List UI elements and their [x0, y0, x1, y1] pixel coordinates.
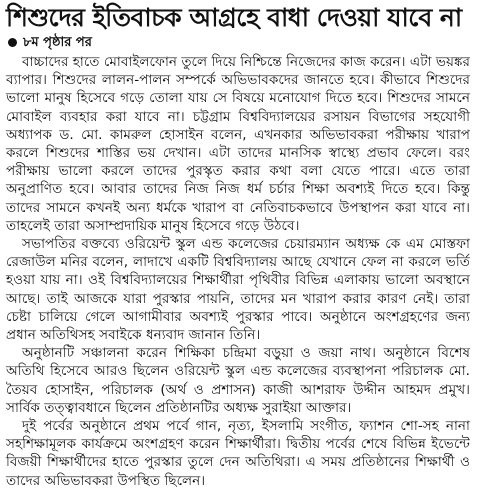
article-paragraph: সভাপতির বক্তব্যে ওরিয়েন্ট স্কুল এন্ড কলেজের চেয়ারম্যান অধ্যক্ষ কে এম মোস্তফা রেজাউল মনির বলেন, লাদাখে একটি বিশ্ববিদ্যালয় আছে যেখানে ফেল না করলে ভর্তি হওয়া যায় না। ওই বিশ্ববিদ্যালয়ের শিক্ষার্থীরা পৃথিবীর বিভিন্ন এলাকায় ভালো অবস্থানে আছে। তাই আজকে যারা পুরস্কার পায়নি, তাদের মন খারাপ করার কারণ নেই। তারা চেষ্টা চালিয়ে গেলে আগামীবার অবশ্যই পুরস্কার পাবে। অনুষ্ঠানে অংশগ্রহণের জন্য প্রধান অতিথিসহ সবাইকে ধন্যবাদ জানান তিনি। [6, 236, 470, 344]
article-paragraph: অনুষ্ঠানটি সঞ্চালনা করেন শিক্ষিকা চন্দ্রিমা বড়ুয়া ও জয়া নাথ। অনুষ্ঠানে বিশেষ অতিথি হিসেবে আরও ছিলেন ওরিয়েন্ট স্কুল এন্ড কলেজের ব্যবস্থাপনা পরিচালক মো. তৈয়ব হোসাইন, পরিচালক (অর্থ ও প্রশাসন) কাজী আশরাফ উদ্দীন আহমদ প্রমুখ। সার্বিক তত্ত্বাবধানে ছিলেন প্রতিষ্ঠানটির অধ্যক্ষ সুরাইয়া আক্তার। [6, 345, 470, 416]
article-paragraph: দুই পর্বের অনুষ্ঠানে প্রথম পর্বে গান, নৃত্য, ইসলামি সংগীত, ফ্যাশন শো-সহ নানা সহশিক্ষামূলক কার্যক্রমে অংশগ্রহণ করেন শিক্ষার্থীরা। দ্বিতীয় পর্বের শেষে বিভিন্ন ইভেন্টে বিজয়ী শিক্ষার্থীদের হাতে পুরস্কার তুলে দেন অতিথিরা। এ সময় প্রতিষ্ঠানের শিক্ষার্থী ও তাদের অভিভাবকরা উপস্থিত ছিলেন। [6, 418, 470, 489]
continued-from-line [8, 34, 470, 51]
article-body [6, 53, 470, 490]
article-headline: শিশুদের ইতিবাচক আগ্রহে বাধা দেওয়া যাবে না [6, 3, 462, 32]
bullet-icon [8, 38, 17, 47]
continued-from-label: ৮ম পৃষ্ঠার পর [23, 35, 92, 50]
article-paragraph: বাচ্চাদের হাতে মোবাইলফোন তুলে দিয়ে নিশ্চিন্তে নিজেদের কাজ করেন। এটা ভয়ঙ্কর ব্যাপার। শিশুদের লালন-পালন সম্পর্কে অভিভাবকদের জানতে হবে। কীভাবে শিশুদের ভালো মানুষ হিসেবে গড়ে তোলা যায় সে বিষয়ে মনোযোগ দিতে হবে। শিশুদের সামনে মোবাইল ব্যবহার করা যাবে না। চট্টগ্রাম বিশ্ববিদ্যালয়ের রসায়ন বিভাগের সহযোগী অধ্যাপক ড. মো. কামরুল হোসাইন বলেন, এখনকার অভিভাবকরা পরীক্ষায় খারাপ করলে শিশুদের শাস্তির ভয় দেখান। এটা তাদের মানসিক স্বাস্থ্যে প্রভাব ফেলে। বরং পরীক্ষায় ভালো করলে তাদের পুরস্কৃত করার কথা বলা যেতে পারে। এতে তারা অনুপ্রাণিত হবে। আবার তাদের নিজ নিজ ধর্ম চর্চার শিক্ষা অবশ্যই দিতে হবে। কিন্তু তাদের সামনে কখনই অন্য ধর্মকে খারাপ বা নেতিবাচকভাবে উপস্থাপন করা যাবে না। তাহলেই তারা অসাম্প্রদায়িক মানুষ হিসেবে গড়ে উঠবে। [6, 54, 470, 234]
